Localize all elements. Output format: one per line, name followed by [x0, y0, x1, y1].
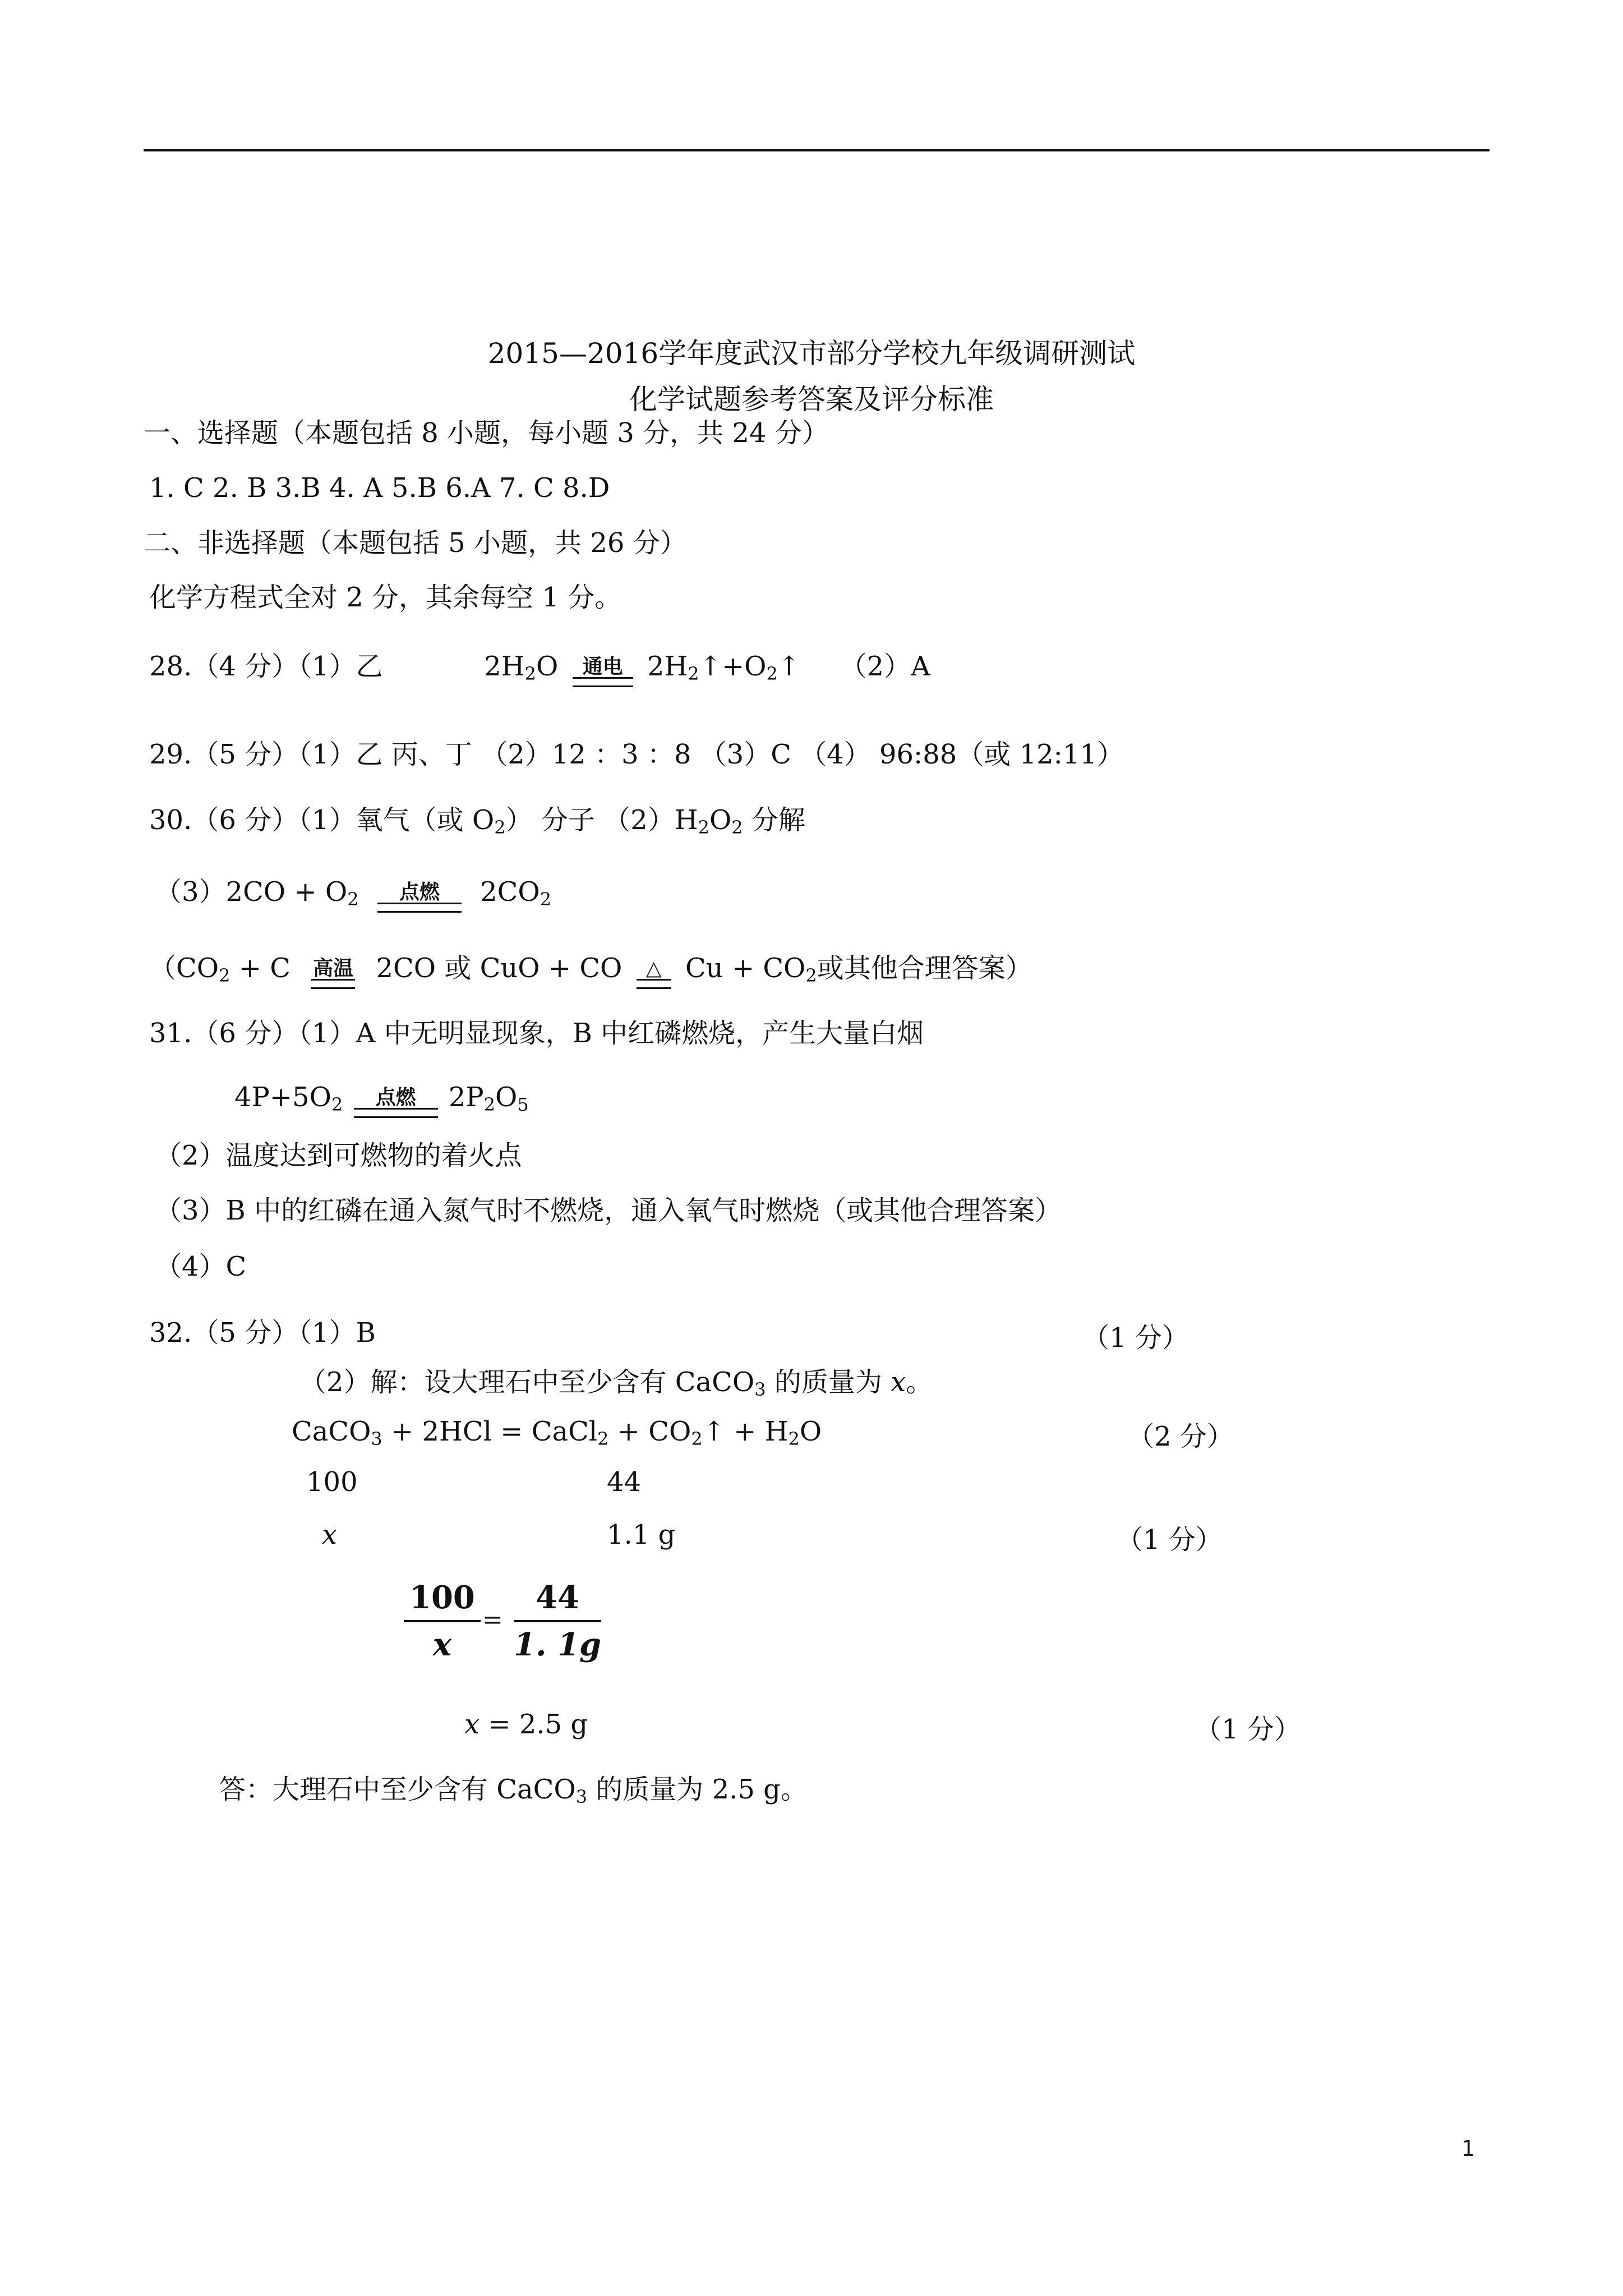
q28-line: [149, 650, 930, 691]
q28-reactant: $2H_2O$: [484, 651, 559, 684]
q30-line2: $(3)2CO + O_2$ 点燃 $2CO_2$: [155, 875, 551, 916]
q30-line3: （$CO_2 + C$ 高温 2CO 或 CuO + CO △ $Cu + CO_2$或其他合理答案）: [149, 951, 1032, 992]
reaction-condition-electrolysis: 通电: [573, 656, 633, 687]
header-rule: [144, 149, 1490, 151]
section2-note: 化学方程式全对 2 分，其余每空 1 分。: [149, 582, 622, 613]
q32-equation: CaCO$_3$ + 2HCl = CaCl$_2$ + $CO_2↑ + H_2O$: [292, 1416, 822, 1450]
q30-line1: 30.（6 分）（1）氧气（或 $O_2$） 分子 $(2)H_2O_2$ 分解: [149, 804, 805, 838]
q31-equation: $4P+5O_2$ 点燃 $2P_2O_5$: [234, 1080, 529, 1121]
q32-score-2: （2 分）: [1127, 1421, 1234, 1452]
q28-part2: （2）A: [840, 651, 930, 682]
q32-score-4: （1 分）: [1195, 1714, 1301, 1745]
q32-line1: 32.（5 分）（1）B: [149, 1317, 376, 1349]
reaction-condition-high-temp: 高温: [311, 958, 355, 989]
fraction-left: $\frac{100}{x}$: [404, 1575, 481, 1667]
reaction-condition-ignite: 点燃: [354, 1087, 438, 1118]
q32-result: x = 2.5 g: [464, 1709, 588, 1740]
reaction-condition-heat: △: [637, 958, 671, 989]
q32-ratio-right-bottom: 1.1 g: [607, 1519, 676, 1550]
answer-key-title: 化学试题参考答案及评分标准: [629, 383, 994, 416]
exam-title: 2015—2016学年度武汉市部分学校九年级调研测试: [487, 337, 1136, 370]
q31-line2: （2）温度达到可燃物的着火点: [155, 1140, 522, 1171]
q32-score-3: （1 分）: [1116, 1524, 1223, 1556]
q32-setup: （2）解：设大理石中至少含有 CaCO$_3$ 的质量为 x。: [299, 1366, 933, 1400]
section1-heading: 一、选择题（本题包括 8 小题，每小题 3 分，共 24 分）: [144, 417, 829, 449]
q32-score-1: （1 分）: [1082, 1322, 1189, 1354]
q31-line1: 31.（6 分）（1）A 中无明显现象，B 中红磷燃烧，产生大量白烟: [149, 1018, 924, 1049]
page-number: 1: [1461, 2136, 1476, 2161]
q32-conclusion: 答：大理石中至少含有 CaCO$_3$ 的质量为 2.5 g。: [219, 1774, 808, 1807]
reaction-condition-ignite: 点燃: [377, 881, 462, 913]
fraction-equals: =: [482, 1605, 503, 1634]
q32-ratio-left-top: 100: [306, 1466, 358, 1498]
q29-line: 29.（5 分）（1）乙 丙、丁 （2）12 ：3 ：8 （3）C （4） 96:88（或 12:11）: [149, 739, 1124, 770]
q28-lead: 28.（4 分）（1）乙: [149, 651, 383, 682]
section1-answers: 1. C 2. B 3.B 4. A 5.B 6.A 7. C 8.D: [149, 472, 610, 504]
fraction-right: $\frac{44}{1. 1g}$: [514, 1575, 601, 1667]
q32-ratio-right-top: 44: [607, 1466, 642, 1498]
q31-line4: （4）C: [155, 1251, 247, 1282]
q28-products: $2H_2↑+O_2↑$: [647, 651, 801, 684]
q32-ratio-left-bottom: x: [322, 1519, 338, 1550]
q31-line3: （3）B 中的红磷在通入氮气时不燃烧，通入氧气时燃烧（或其他合理答案）: [155, 1195, 1062, 1226]
section2-heading: 二、非选择题（本题包括 5 小题，共 26 分）: [144, 527, 687, 559]
